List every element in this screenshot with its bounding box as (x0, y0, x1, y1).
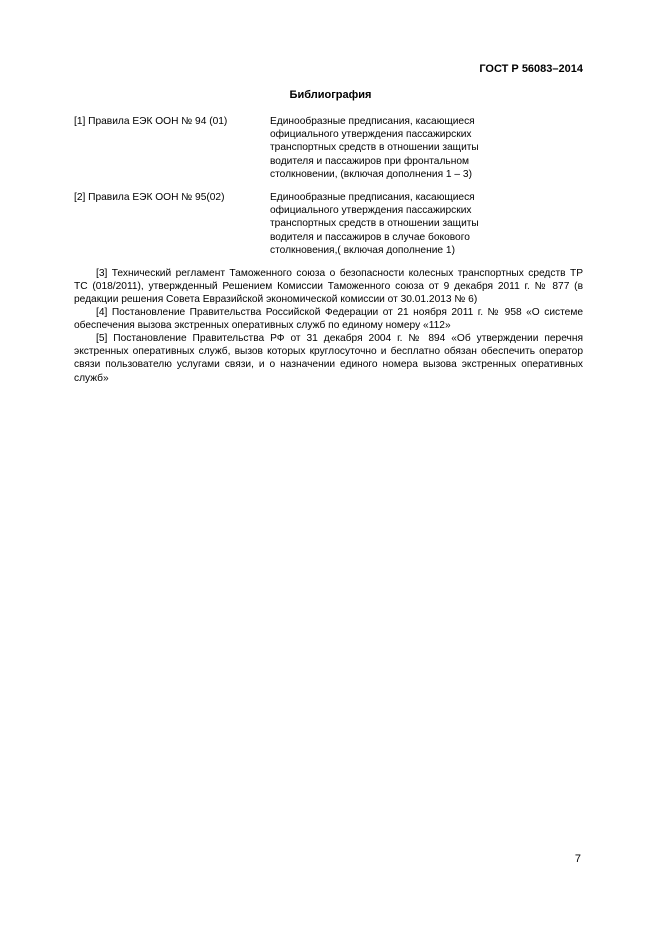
bibliography-paragraph: [3] Технический регламент Таможенного союза о безопасности колесных транспортных средств ТР ТС (018/2011), утвержденный Решением Комиссии Таможенного союза от 9 декабря 2011 г. № 877 (в редакции решения Совета Евразийской экономической комиссии от 30.01.2013 № 6) (74, 268, 583, 306)
bibliography-ref: [2] Правила ЕЭК ООН № 95(02) (74, 192, 225, 203)
bibliography-entry (74, 191, 514, 269)
bibliography-description: Единообразные предписания, касающиеся официального утверждения пассажирских транспортных средств в отношении защиты водителя и пассажиров при фронтальном столкновении, (включая дополнения 1 – 3) (270, 116, 479, 180)
page-title: Библиография (289, 89, 372, 101)
standard-id: ГОСТ Р 56083–2014 (479, 63, 583, 75)
bibliography-paragraph: [5] Постановление Правительства РФ от 31 декабря 2004 г. № 894 «Об утверждении перечня экстренных оперативных служб, вызов которых круглосуточно и бесплатно обязан обеспечить оператор связи пользователю услугами связи, и о назначении единого номера вызова экстренных оперативных служб» (74, 333, 583, 384)
bibliography-entry (74, 115, 514, 193)
bibliography-paragraph: [4] Постановление Правительства Российской Федерации от 21 ноября 2011 г. № 958 «О системе обеспечения вызова экстренных оперативных служб по единому номеру «112» (74, 307, 583, 332)
page-number: 7 (574, 853, 581, 865)
bibliography-description: Единообразные предписания, касающиеся официального утверждения пассажирских транспортных средств в отношении защиты водителя и пассажиров в случае бокового столкновения,( включая дополнение 1) (270, 192, 479, 256)
bibliography-ref: [1] Правила ЕЭК ООН № 94 (01) (74, 116, 228, 127)
